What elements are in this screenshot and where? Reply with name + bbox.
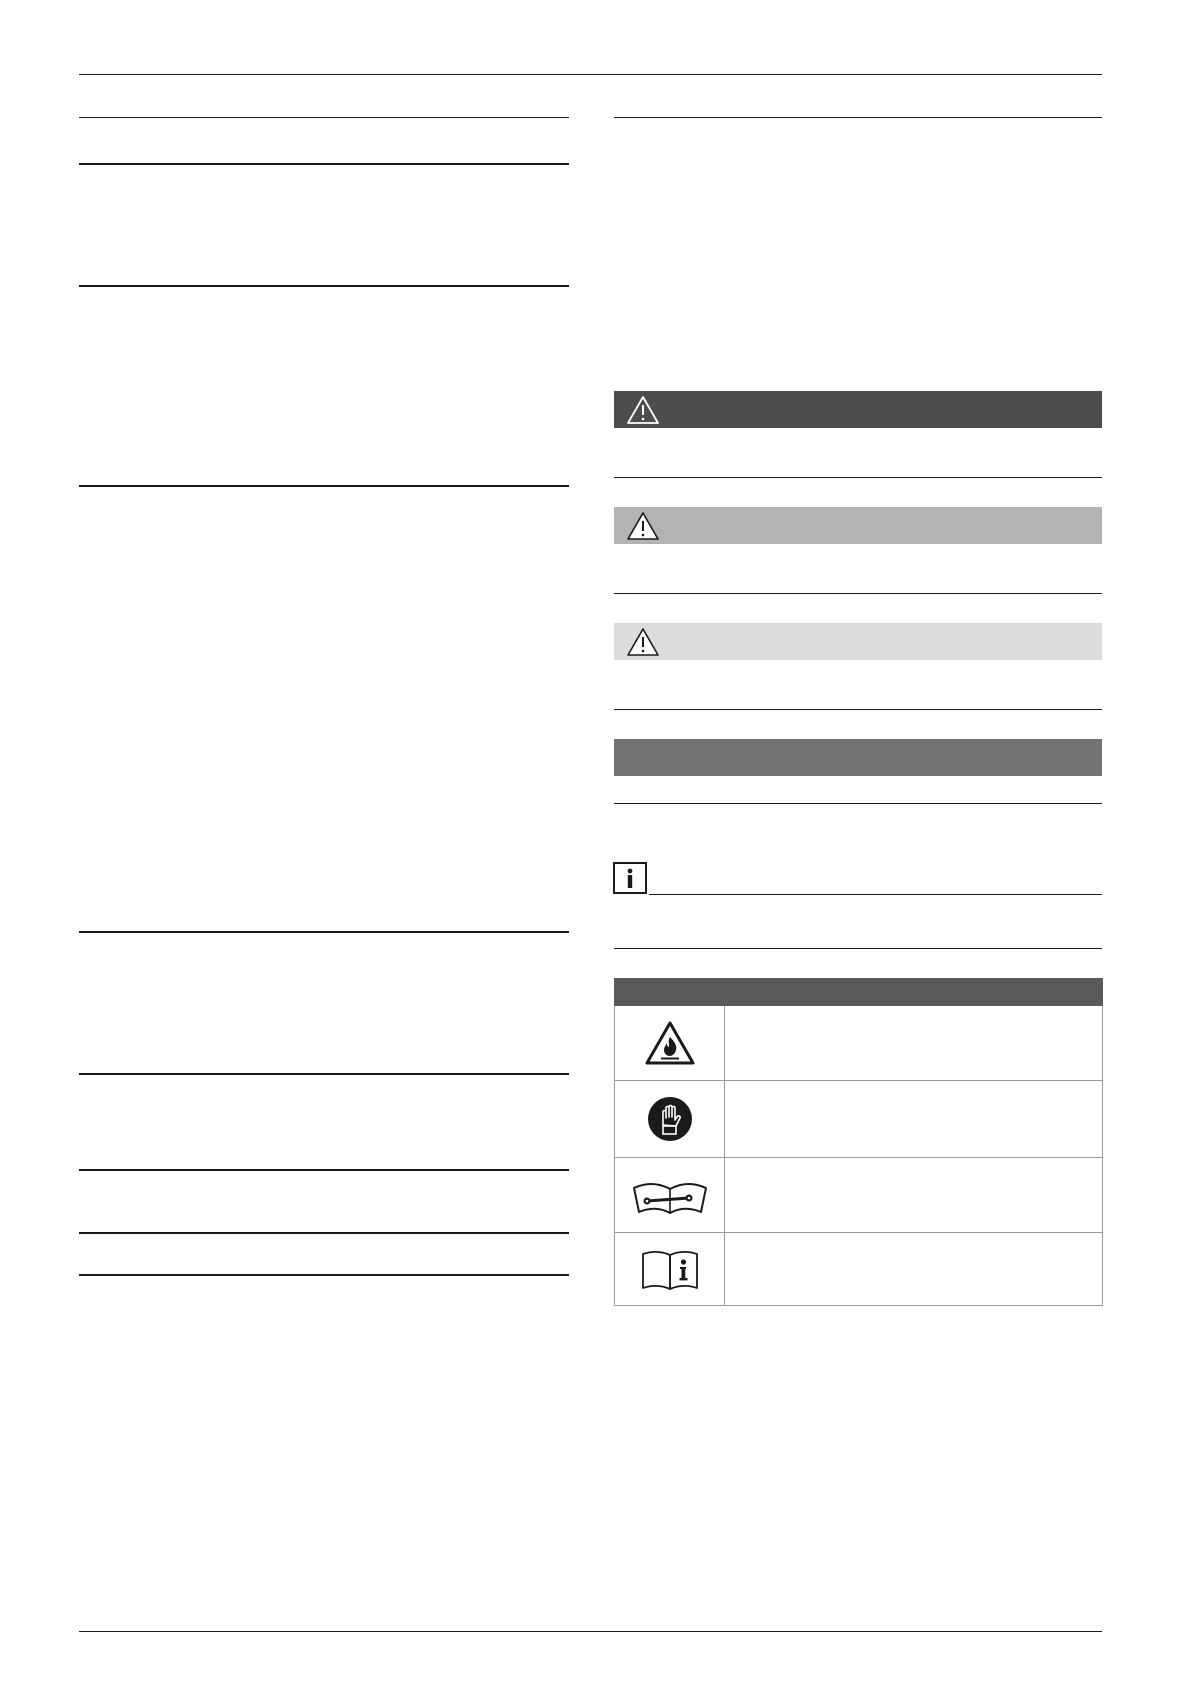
- left-rule-1: [79, 117, 569, 118]
- caution-rule: [614, 709, 1102, 710]
- notice-rule: [614, 803, 1102, 804]
- table-row: [615, 1006, 1103, 1081]
- caution-bar: [614, 623, 1102, 660]
- left-rule-5: [79, 931, 569, 933]
- symbol-description: [725, 1158, 1103, 1233]
- warning-rule: [614, 593, 1102, 594]
- left-rule-7: [79, 1169, 569, 1171]
- symbol-cell: [615, 1158, 725, 1233]
- warning-bar: [614, 507, 1102, 544]
- left-rule-9: [79, 1274, 569, 1276]
- left-rule-6: [79, 1073, 569, 1075]
- right-rule-top: [614, 117, 1102, 118]
- symbol-cell: [615, 1081, 725, 1158]
- wear-gloves-icon: [615, 1095, 724, 1143]
- symbol-description: [725, 1006, 1103, 1081]
- service-manual-icon: [615, 1174, 724, 1216]
- flammable-warning-icon: [615, 1020, 724, 1066]
- warning-triangle-icon: [625, 626, 661, 663]
- header-rule: [79, 74, 1102, 75]
- table-row: [615, 1158, 1103, 1233]
- symbol-cell: [615, 1006, 725, 1081]
- warning-triangle-icon: [625, 394, 661, 431]
- info-rule: [649, 894, 1102, 895]
- danger-rule: [614, 477, 1102, 478]
- table-row: [615, 1081, 1103, 1158]
- left-rule-8: [79, 1232, 569, 1234]
- notice-bar: [614, 739, 1102, 776]
- symbol-column-header: [615, 979, 725, 1006]
- warning-triangle-icon: [625, 510, 661, 547]
- operating-manual-icon: [615, 1246, 724, 1292]
- danger-bar: [614, 391, 1102, 428]
- info-end-rule: [614, 948, 1102, 949]
- table-row: [615, 1233, 1103, 1306]
- left-rule-4: [79, 485, 569, 487]
- info-icon: [613, 862, 647, 894]
- symbol-description: [725, 1233, 1103, 1306]
- footer-rule: [79, 1631, 1102, 1632]
- meaning-column-header: [725, 979, 1103, 1006]
- symbol-table: [614, 978, 1103, 1306]
- left-rule-2: [79, 163, 569, 165]
- table-header-row: [615, 979, 1103, 1006]
- symbol-cell: [615, 1233, 725, 1306]
- symbol-description: [725, 1081, 1103, 1158]
- left-rule-3: [79, 285, 569, 287]
